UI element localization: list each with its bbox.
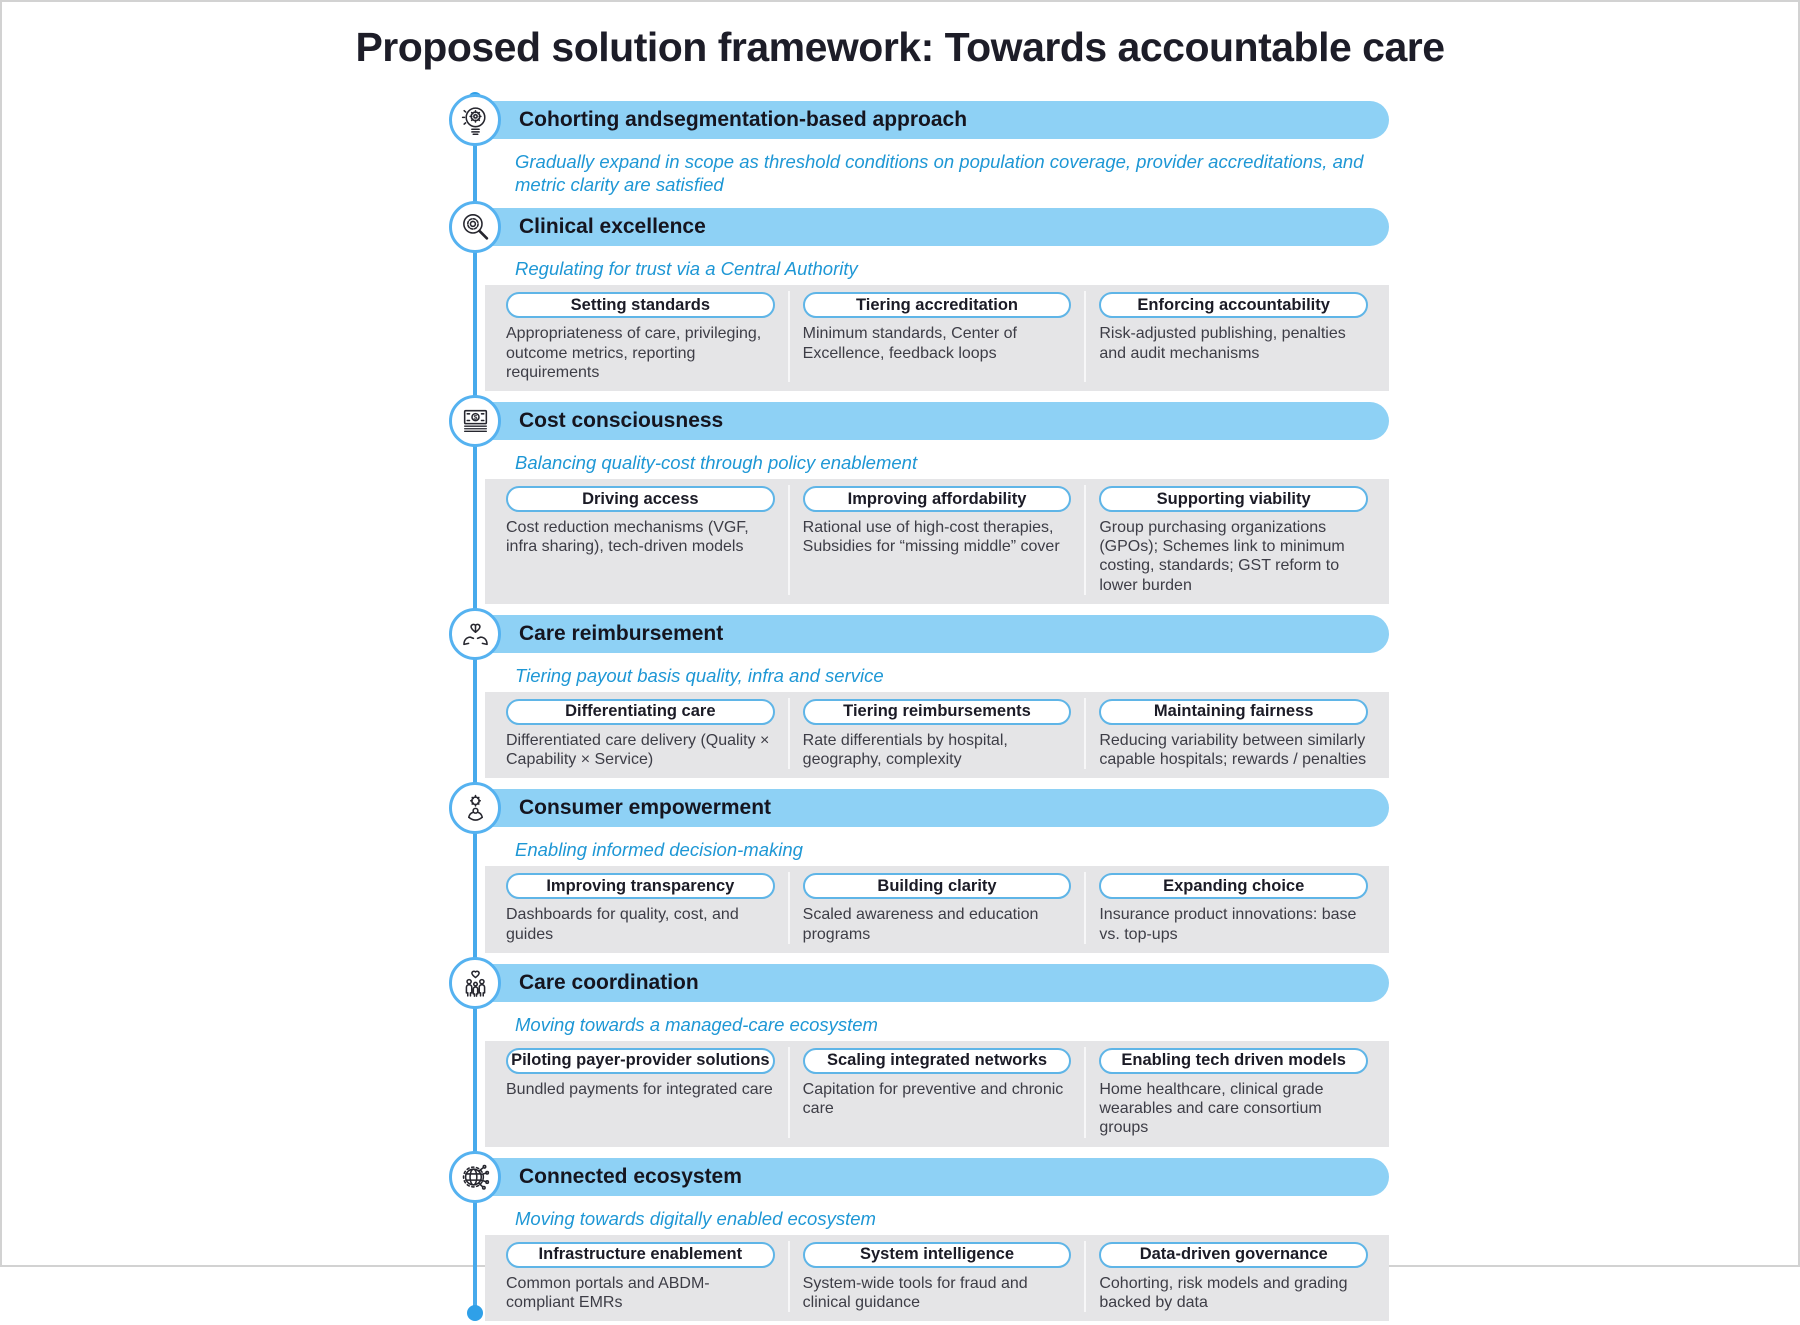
pillar-pill — [803, 292, 1072, 318]
pillar-column — [493, 291, 788, 382]
pillar-description: Group purchasing organizations (GPOs); Schemes link to minimum costing, standards; GST reform to lower burden — [1099, 519, 1345, 594]
pillar-column — [1084, 872, 1381, 943]
pillar-pill — [506, 1242, 775, 1268]
pillar-pill — [506, 292, 775, 318]
pillar-label: Infrastructure enablement — [538, 1245, 743, 1264]
lightbulb-gear-icon — [449, 94, 501, 146]
pillar-column — [493, 872, 788, 943]
pillar-description: Capitation for preventive and chronic care — [802, 1080, 1064, 1118]
section-header-bar — [473, 789, 1389, 827]
section-care-reimbursement — [449, 608, 1389, 779]
pillar-description: Cost reduction mechanisms (VGF, infra sharing), tech-driven models — [506, 519, 749, 556]
pillar-pill — [506, 1048, 775, 1074]
section-panel — [485, 692, 1389, 778]
pillar-label: Tiering reimbursements — [843, 702, 1031, 721]
magnifier-gear-icon — [449, 201, 501, 253]
pillar-description: Insurance product innovations: base vs. top-ups — [1099, 906, 1357, 943]
section-title: Clinical excellence — [519, 215, 706, 239]
pillar-pill — [1099, 873, 1368, 899]
framework-timeline — [449, 94, 1389, 1325]
pillar-label: Improving transparency — [546, 876, 735, 895]
section-title: Care reimbursement — [519, 621, 724, 645]
pillar-label: Maintaining fairness — [1153, 702, 1314, 721]
banknotes-icon — [449, 395, 501, 447]
pillar-column — [788, 1047, 1085, 1138]
section-title: Cost consciousness — [519, 408, 724, 432]
page-title: Proposed solution framework: Towards accountable care — [355, 24, 1445, 70]
pillar-pill — [803, 1048, 1072, 1074]
pillar-column — [788, 291, 1085, 382]
section-subtitle: Moving towards digitally enabled ecosystem — [515, 1207, 876, 1229]
pillar-label: Supporting viability — [1156, 489, 1311, 508]
pillar-column — [493, 485, 788, 595]
pillar-pill — [803, 486, 1072, 512]
pillar-column — [788, 872, 1085, 943]
pillar-description: Differentiated care delivery (Quality × Capability × Service) — [506, 731, 770, 769]
pillar-label: Improving affordability — [847, 489, 1027, 508]
pillar-description: Common portals and ABDM-compliant EMRs — [506, 1274, 710, 1311]
pillar-description: Cohorting, risk models and grading backed by data — [1099, 1274, 1348, 1311]
section-panel — [485, 866, 1389, 952]
section-title: Cohorting andsegmentation-based approach — [519, 108, 968, 131]
pillar-pill — [1099, 699, 1368, 725]
pillar-column — [493, 1241, 788, 1312]
pillar-description: Minimum standards, Center of Excellence, feedback loops — [802, 325, 1017, 362]
section-header-bar — [473, 208, 1389, 246]
section-subtitle: Balancing quality-cost through policy enablement — [515, 451, 918, 473]
section-clinical-excellence — [449, 201, 1389, 391]
pillar-pill — [506, 873, 775, 899]
pillar-description: Dashboards for quality, cost, and guides — [506, 906, 739, 943]
pillar-column — [788, 698, 1085, 769]
pillar-label: Scaling integrated networks — [826, 1051, 1048, 1070]
pillar-label: Driving access — [582, 489, 699, 508]
pillar-label: Tiering accreditation — [856, 295, 1018, 314]
section-cost-consciousness — [449, 395, 1389, 604]
pillar-label: Building clarity — [877, 876, 997, 895]
pillar-pill — [803, 873, 1072, 899]
pillar-label: Piloting payer-provider solutions — [511, 1051, 770, 1070]
section-consumer-empowerment — [449, 782, 1389, 953]
pillar-column — [1084, 1241, 1381, 1312]
pillar-pill — [506, 699, 775, 725]
hands-heart-icon — [449, 608, 501, 660]
svg-text:$: $ — [473, 414, 477, 422]
section-header-bar — [473, 964, 1389, 1002]
pillar-label: System intelligence — [859, 1245, 1015, 1264]
pillar-column — [788, 1241, 1085, 1312]
pillar-description: Scaled awareness and education programs — [802, 906, 1039, 943]
pillar-column — [788, 485, 1085, 595]
section-subtitle: Tiering payout basis quality, infra and service — [515, 664, 884, 686]
section-title: Care coordination — [519, 970, 699, 994]
pillar-description: System-wide tools for fraud and clinical guidance — [802, 1274, 1028, 1311]
pillar-column — [1084, 1047, 1381, 1138]
person-gear-icon — [449, 782, 501, 834]
pillar-label: Differentiating care — [565, 702, 716, 721]
pillar-description: Home healthcare, clinical grade wearables and care consortium groups — [1099, 1080, 1324, 1137]
pillar-column — [493, 1047, 788, 1138]
pillar-description: Bundled payments for integrated care — [506, 1080, 773, 1098]
section-subtitle: Gradually expand in scope as threshold conditions on population coverage, provider accreditations, and metric clarity are satisfied — [515, 151, 1364, 196]
section-panel — [485, 479, 1389, 604]
pillar-description: Rational use of high-cost therapies, Subsidies for “missing middle” cover — [802, 519, 1060, 556]
section-subtitle: Enabling informed decision-making — [515, 839, 803, 861]
pillar-pill — [1099, 292, 1368, 318]
pillar-description: Appropriateness of care, privileging, outcome metrics, reporting requirements — [506, 325, 762, 381]
pillar-pill — [1099, 486, 1368, 512]
section-header-bar — [473, 615, 1389, 653]
pillar-label: Expanding choice — [1163, 876, 1305, 895]
pillar-description: Reducing variability between similarly capable hospitals; rewards / penalties — [1099, 731, 1367, 769]
pillar-column — [1084, 291, 1381, 382]
pillar-label: Data-driven governance — [1139, 1245, 1328, 1264]
section-connected-ecosystem — [449, 1151, 1389, 1322]
section-subtitle: Moving towards a managed-care ecosystem — [515, 1013, 878, 1035]
family-heart-icon — [449, 957, 501, 1009]
section-care-coordination — [449, 957, 1389, 1147]
pillar-label: Enabling tech driven models — [1121, 1051, 1346, 1070]
section-title: Connected ecosystem — [519, 1164, 742, 1188]
section-panel — [485, 1041, 1389, 1147]
pillar-pill — [1099, 1048, 1368, 1074]
pillar-column — [493, 698, 788, 769]
section-panel — [485, 1235, 1389, 1321]
pillar-column — [1084, 698, 1381, 769]
pillar-label: Setting standards — [570, 295, 711, 314]
pillar-description: Risk-adjusted publishing, penalties and audit mechanisms — [1099, 325, 1346, 362]
section-title: Consumer empowerment — [519, 796, 772, 820]
pillar-pill — [803, 1242, 1072, 1268]
pillar-label: Enforcing accountability — [1137, 295, 1330, 314]
section-header-bar — [473, 101, 1389, 139]
section-cohorting — [449, 94, 1389, 196]
pillar-pill — [1099, 1242, 1368, 1268]
section-header-bar — [473, 402, 1389, 440]
pillar-pill — [506, 486, 775, 512]
section-panel — [485, 285, 1389, 391]
pillar-description: Rate differentials by hospital, geography, complexity — [802, 731, 1008, 769]
section-header-bar — [473, 1158, 1389, 1196]
pillar-column — [1084, 485, 1381, 595]
globe-circuit-icon — [449, 1151, 501, 1203]
section-subtitle: Regulating for trust via a Central Authority — [515, 258, 858, 280]
pillar-pill — [803, 699, 1072, 725]
